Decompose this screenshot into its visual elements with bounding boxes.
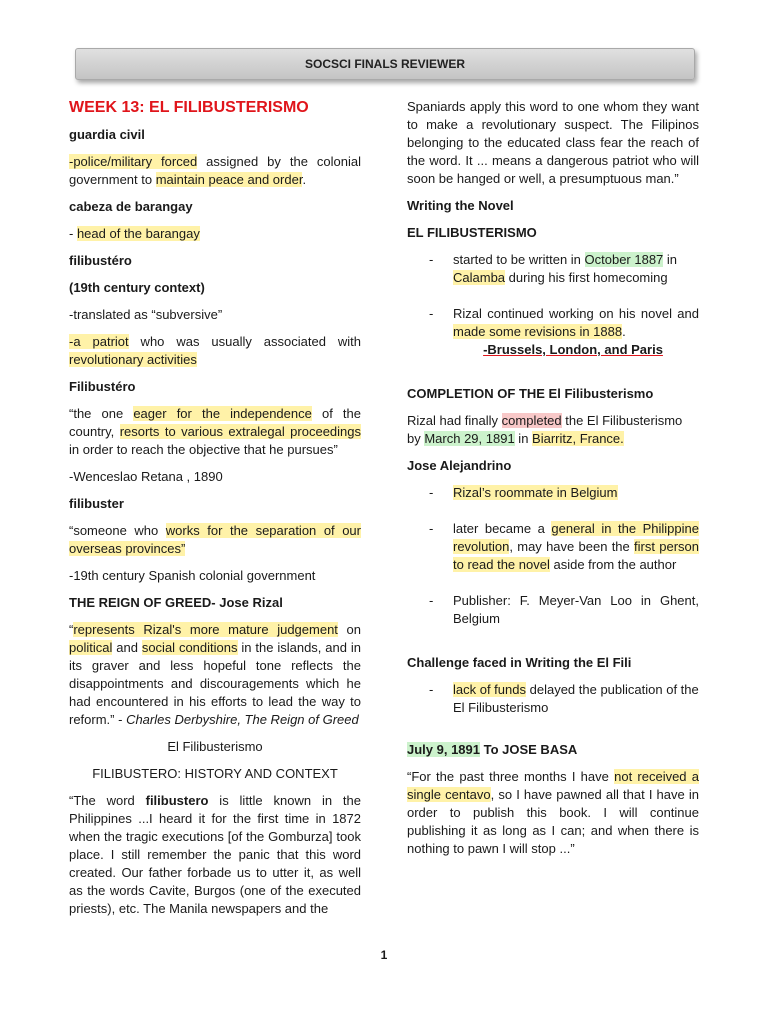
list-item: - later became a general in the Philippine revolution, may have been the first person to read the novel aside from the author <box>407 520 699 574</box>
list-item: - Rizal continued working on his novel and made some revisions in 1888. <box>407 305 699 341</box>
el-fili-center: El Filibusterismo <box>167 739 263 754</box>
term-filibustero: filibustéro <box>69 253 132 268</box>
alejandrino-list <box>407 484 699 628</box>
writing-list <box>407 251 699 341</box>
challenge-heading: Challenge faced in Writing the El Fili <box>407 655 632 670</box>
context-19th: (19th century context) <box>69 280 205 295</box>
reign-quote: “represents Rizal's more mature judgement on political and social conditions in the islands, and in its graver and less hopeful tone reflects the disappointments and discouragements which he had encountered in his efforts to lead the way to reform.” - Charles Derbyshire, The Reign of Greed <box>69 622 362 727</box>
el-fili-heading: EL FILIBUSTERISMO <box>407 225 537 240</box>
list-item: - lack of funds delayed the publication of the El Filibusterismo <box>407 681 699 717</box>
list-item: - Rizal’s roommate in Belgium <box>407 484 699 502</box>
def-guardia-civil: -police/military forced assigned by the colonial government to maintain peace and order. <box>69 154 361 187</box>
retana-quote: “the one eager for the independence of the country, resorts to various extralegal proceedings in order to reach the objective that he pursues” <box>69 406 362 457</box>
filibuster-quote: “someone who works for the separation of our overseas provinces” <box>69 523 361 556</box>
basa-heading: July 9, 1891 To JOSE BASA <box>407 742 578 757</box>
reign-heading: THE REIGN OF GREED- Jose Rizal <box>69 595 283 610</box>
term-filibustero-cap: Filibustéro <box>69 379 136 394</box>
def-patriot: -a patriot who was usually associated with revolutionary activities <box>69 334 361 367</box>
def-cabeza: - head of the barangay <box>69 226 200 241</box>
page-number: 1 <box>380 948 388 962</box>
challenge-list <box>407 681 699 717</box>
list-item: - Publisher: F. Meyer-Van Loo in Ghent, Belgium <box>407 592 699 628</box>
continuation-quote: Spaniards apply this word to one whom they want to make a revolutionary suspect. The Filipinos belonging to the educated class fear the reach of the word. It ... means a dangerous patriot who will soon be hanged or well, a presumptuous man.” <box>407 99 699 186</box>
retana-attribution: -Wenceslao Retana , 1890 <box>69 469 223 484</box>
spanish-gov-line: -19th century Spanish colonial government <box>69 568 316 583</box>
history-quote: “The word filibustero is little known in the Philippines ...I heard it for the first time in 1872 when the tragic executions [of the Gomburza] took place. I still remember the panic that this word created. Our father forbade us to utter it, as well as the words Cavite, Burgos (one of the executed priests), etc. The Manila newspapers and the <box>69 793 361 916</box>
cities-line: -Brussels, London, and Paris <box>483 342 663 357</box>
writing-heading: Writing the Novel <box>407 198 514 213</box>
list-item: - started to be written in October 1887 in Calamba during his first homecoming <box>407 251 699 287</box>
basa-quote: “For the past three months I have not received a single centavo, so I have pawned all that I have in order to publish this book. I will continue publishing it as long as I can; and when there is nothing to pawn I will stop ...” <box>407 769 699 856</box>
right-column <box>407 98 699 867</box>
left-column <box>69 98 361 927</box>
completion-text: Rizal had finally completed the El Filibusterismo by March 29, 1891 in Biarritz, France. <box>407 413 683 446</box>
header-bar <box>75 48 695 80</box>
history-heading: FILIBUSTERO: HISTORY AND CONTEXT <box>92 766 338 781</box>
completion-heading: COMPLETION OF THE El Filibusterismo <box>407 386 654 401</box>
term-filibuster: filibuster <box>69 496 124 511</box>
term-guardia-civil: guardia civil <box>69 127 145 142</box>
week-title: WEEK 13: EL FILIBUSTERISMO <box>69 99 309 116</box>
alejandrino-heading: Jose Alejandrino <box>407 458 512 473</box>
term-cabeza: cabeza de barangay <box>69 199 193 214</box>
header-title: SOCSCI FINALS REVIEWER <box>304 57 465 71</box>
translated-line: -translated as “subversive” <box>69 307 223 322</box>
